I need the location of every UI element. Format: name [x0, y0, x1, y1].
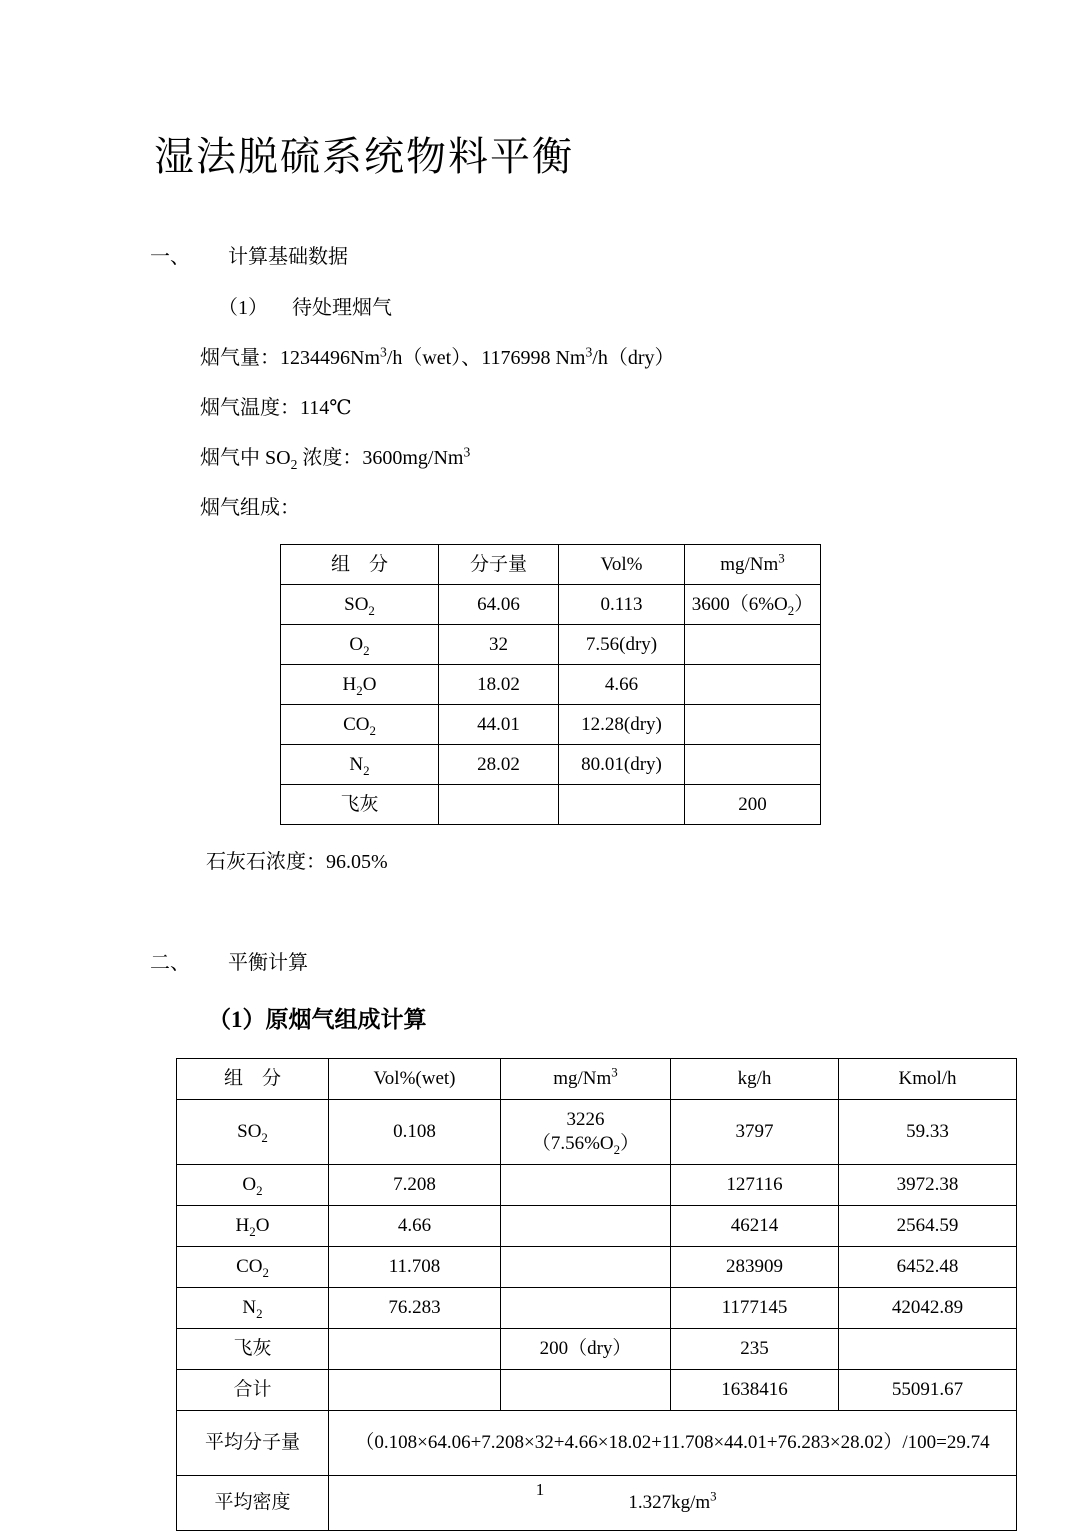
cell-mg-post: ）: [794, 593, 814, 615]
cell-kmolh: 55091.67: [839, 1370, 1017, 1411]
cell-mg-line2: [505, 1132, 666, 1156]
cell-mw: 18.02: [439, 665, 559, 705]
cell-avg-mw-label: 平均分子量: [177, 1411, 329, 1476]
cell-vol: 0.113: [559, 585, 685, 625]
cell-component-base: O: [349, 633, 364, 655]
flue-gas-composition-table-wrapper: [108, 544, 972, 825]
th-mg-base: mg/Nm: [720, 553, 779, 575]
cell-mw: 44.01: [439, 705, 559, 745]
cell-avg-density-sup: 3: [710, 1488, 717, 1504]
cell-component-base: H: [342, 673, 357, 695]
section-1-heading: [108, 240, 972, 269]
cell-mg-line1: 3226: [566, 1109, 605, 1131]
cell-kmolh: 6452.48: [839, 1247, 1017, 1288]
cell-component: 合计: [177, 1370, 329, 1411]
cell-vol: 12.28(dry): [559, 705, 685, 745]
cell-mg: 200: [685, 785, 821, 825]
cell-mg-line2-post: ）: [620, 1133, 640, 1154]
th-component: 组 分: [281, 545, 439, 585]
table-row: [177, 1247, 1017, 1288]
cell-component: [281, 745, 439, 785]
section-1-sub-label: 待处理烟气: [292, 297, 392, 319]
cell-component-sub: 2: [369, 722, 376, 738]
table-row: [177, 1288, 1017, 1329]
cell-component: [281, 665, 439, 705]
th-molecular-weight: 分子量: [439, 545, 559, 585]
raw-flue-gas-composition-table: [176, 1058, 1017, 1531]
table-row-average-mw: [177, 1411, 1017, 1476]
table-row: [177, 1370, 1017, 1411]
cell-avg-density-label: 平均密度: [177, 1476, 329, 1531]
cell-mg: 200（dry）: [501, 1329, 671, 1370]
section-1-label: 计算基础数据: [228, 246, 348, 268]
cell-vol: 0.108: [329, 1100, 501, 1165]
cell-mg-line2-pre: （7.56%O: [531, 1133, 614, 1154]
table-row: [177, 1165, 1017, 1206]
cell-mg-sub: 2: [787, 602, 795, 618]
cell-component-sub: 2: [356, 682, 363, 698]
section-2-sub-heading: （1）原烟气组成计算: [208, 1007, 427, 1032]
cell-component: 飞灰: [177, 1329, 329, 1370]
so2-line-sup: 3: [463, 444, 471, 460]
cell-kgh: 1177145: [671, 1288, 839, 1329]
cell-avg-mw-value: （0.108×64.06+7.208×32+4.66×18.02+11.708×44.01+76.283×28.02）/100=29.74: [329, 1411, 1017, 1476]
cell-mg: [501, 1288, 671, 1329]
cell-component: [281, 705, 439, 745]
so2-line-mid: 浓度：3600mg/Nm: [297, 447, 464, 469]
cell-vol: [559, 785, 685, 825]
table-row: [281, 785, 821, 825]
section-1-sub-number: （1）: [218, 297, 268, 319]
cell-component-base: N: [349, 753, 364, 775]
cell-component: [281, 625, 439, 665]
cell-mg: [685, 705, 821, 745]
cell-mg-line2-sub: 2: [613, 1141, 621, 1157]
cell-vol: 4.66: [559, 665, 685, 705]
cell-mg: [685, 625, 821, 665]
cell-kgh: 3797: [671, 1100, 839, 1165]
cell-component-base: SO: [344, 593, 369, 615]
cell-component-post: O: [255, 1215, 270, 1237]
cell-component-sub: 2: [249, 1223, 256, 1239]
cell-component-sub: 2: [363, 642, 370, 658]
cell-vol: 76.283: [329, 1288, 501, 1329]
cell-kgh: 127116: [671, 1165, 839, 1206]
section-1-sub-heading: [108, 291, 972, 320]
section-2-heading: [108, 946, 972, 975]
table-row: [281, 745, 821, 785]
table-row: [177, 1206, 1017, 1247]
cell-avg-density-pre: 1.327kg/m: [628, 1492, 711, 1514]
cell-mw: 64.06: [439, 585, 559, 625]
cell-mg: [685, 745, 821, 785]
cell-component: [177, 1165, 329, 1206]
so2-line-pre: 烟气中 SO: [200, 447, 291, 469]
section-2-label: 平衡计算: [228, 952, 308, 974]
table-row: [177, 1329, 1017, 1370]
cell-vol: 7.56(dry): [559, 625, 685, 665]
cell-vol: 80.01(dry): [559, 745, 685, 785]
cell-kmolh: [839, 1329, 1017, 1370]
cell-component-post: O: [362, 673, 377, 695]
cell-mw: 32: [439, 625, 559, 665]
cell-vol: 11.708: [329, 1247, 501, 1288]
cell-component-base: N: [242, 1297, 257, 1319]
flue-gas-volume-mid: /h（wet）、1176998 Nm: [386, 347, 586, 369]
cell-component-sub: 2: [363, 762, 370, 778]
flue-gas-temperature-line: 烟气温度：114℃: [200, 397, 352, 419]
th-kmol-per-h: Kmol/h: [839, 1059, 1017, 1100]
table-header-row: [281, 545, 821, 585]
table-row: [281, 705, 821, 745]
flue-gas-composition-table: [280, 544, 821, 825]
table-row: [281, 665, 821, 705]
cell-kmolh: 2564.59: [839, 1206, 1017, 1247]
cell-mg: [685, 585, 821, 625]
cell-mw: 28.02: [439, 745, 559, 785]
cell-component-base: SO: [237, 1121, 262, 1143]
cell-component-sub: 2: [256, 1305, 263, 1321]
th-mg-base: mg/Nm: [553, 1068, 612, 1090]
raw-flue-gas-table-wrapper: [108, 1058, 990, 1531]
cell-component-sub: 2: [368, 602, 375, 618]
cell-kmolh: 59.33: [839, 1100, 1017, 1165]
so2-line-sub: 2: [290, 457, 298, 472]
limestone-concentration-line: 石灰石浓度：96.05%: [206, 851, 388, 873]
cell-component-sub: 2: [261, 1129, 268, 1145]
cell-kmolh: 42042.89: [839, 1288, 1017, 1329]
flue-gas-volume-pre: 烟气量：1234496Nm: [200, 347, 380, 369]
page-title: 湿法脱硫系统物料平衡: [154, 134, 574, 179]
cell-mg: [501, 1165, 671, 1206]
cell-component-sub: 2: [256, 1182, 263, 1198]
th-mg-per-nm3: [501, 1059, 671, 1100]
th-component: 组 分: [177, 1059, 329, 1100]
cell-mg: [501, 1370, 671, 1411]
cell-component: [177, 1100, 329, 1165]
cell-component: [281, 585, 439, 625]
flue-gas-so2-line: [108, 441, 972, 470]
cell-component-base: CO: [343, 713, 370, 735]
cell-component-sub: 2: [262, 1264, 269, 1280]
cell-component-base: H: [235, 1215, 250, 1237]
cell-mg: [685, 665, 821, 705]
cell-vol: 7.208: [329, 1165, 501, 1206]
cell-mg: [501, 1206, 671, 1247]
section-1-number: 一、: [150, 246, 190, 268]
cell-kgh: 235: [671, 1329, 839, 1370]
flue-gas-composition-line: 烟气组成：: [200, 497, 300, 519]
cell-component: [177, 1288, 329, 1329]
table-header-row: [177, 1059, 1017, 1100]
table-row: [281, 585, 821, 625]
cell-vol: [329, 1370, 501, 1411]
cell-vol: 4.66: [329, 1206, 501, 1247]
cell-mw: [439, 785, 559, 825]
cell-kmolh: 3972.38: [839, 1165, 1017, 1206]
flue-gas-volume-line: [108, 341, 972, 370]
cell-component: [177, 1247, 329, 1288]
table-row: [281, 625, 821, 665]
cell-mg: [501, 1100, 671, 1165]
cell-component-base: CO: [236, 1256, 263, 1278]
flue-gas-volume-sup2: 3: [585, 344, 593, 360]
cell-component: 飞灰: [281, 785, 439, 825]
th-mg-sup: 3: [611, 1064, 618, 1080]
page-number: 1: [535, 1480, 545, 1499]
cell-vol: [329, 1329, 501, 1370]
cell-component-base: O: [242, 1174, 257, 1196]
table-row: [177, 1100, 1017, 1165]
th-kg-per-h: kg/h: [671, 1059, 839, 1100]
cell-mg-pre: 3600（6%O: [691, 593, 788, 615]
cell-component: [177, 1206, 329, 1247]
cell-kgh: 46214: [671, 1206, 839, 1247]
cell-kgh: 1638416: [671, 1370, 839, 1411]
flue-gas-volume-post: /h（dry）: [592, 347, 675, 369]
section-2-number: 二、: [150, 952, 190, 974]
cell-kgh: 283909: [671, 1247, 839, 1288]
cell-mg: [501, 1247, 671, 1288]
flue-gas-volume-sup1: 3: [380, 344, 387, 360]
th-mg-sup: 3: [778, 550, 785, 566]
th-mg-per-nm3: [685, 545, 821, 585]
th-vol-percent-wet: Vol%(wet): [329, 1059, 501, 1100]
th-vol-percent: Vol%: [559, 545, 685, 585]
